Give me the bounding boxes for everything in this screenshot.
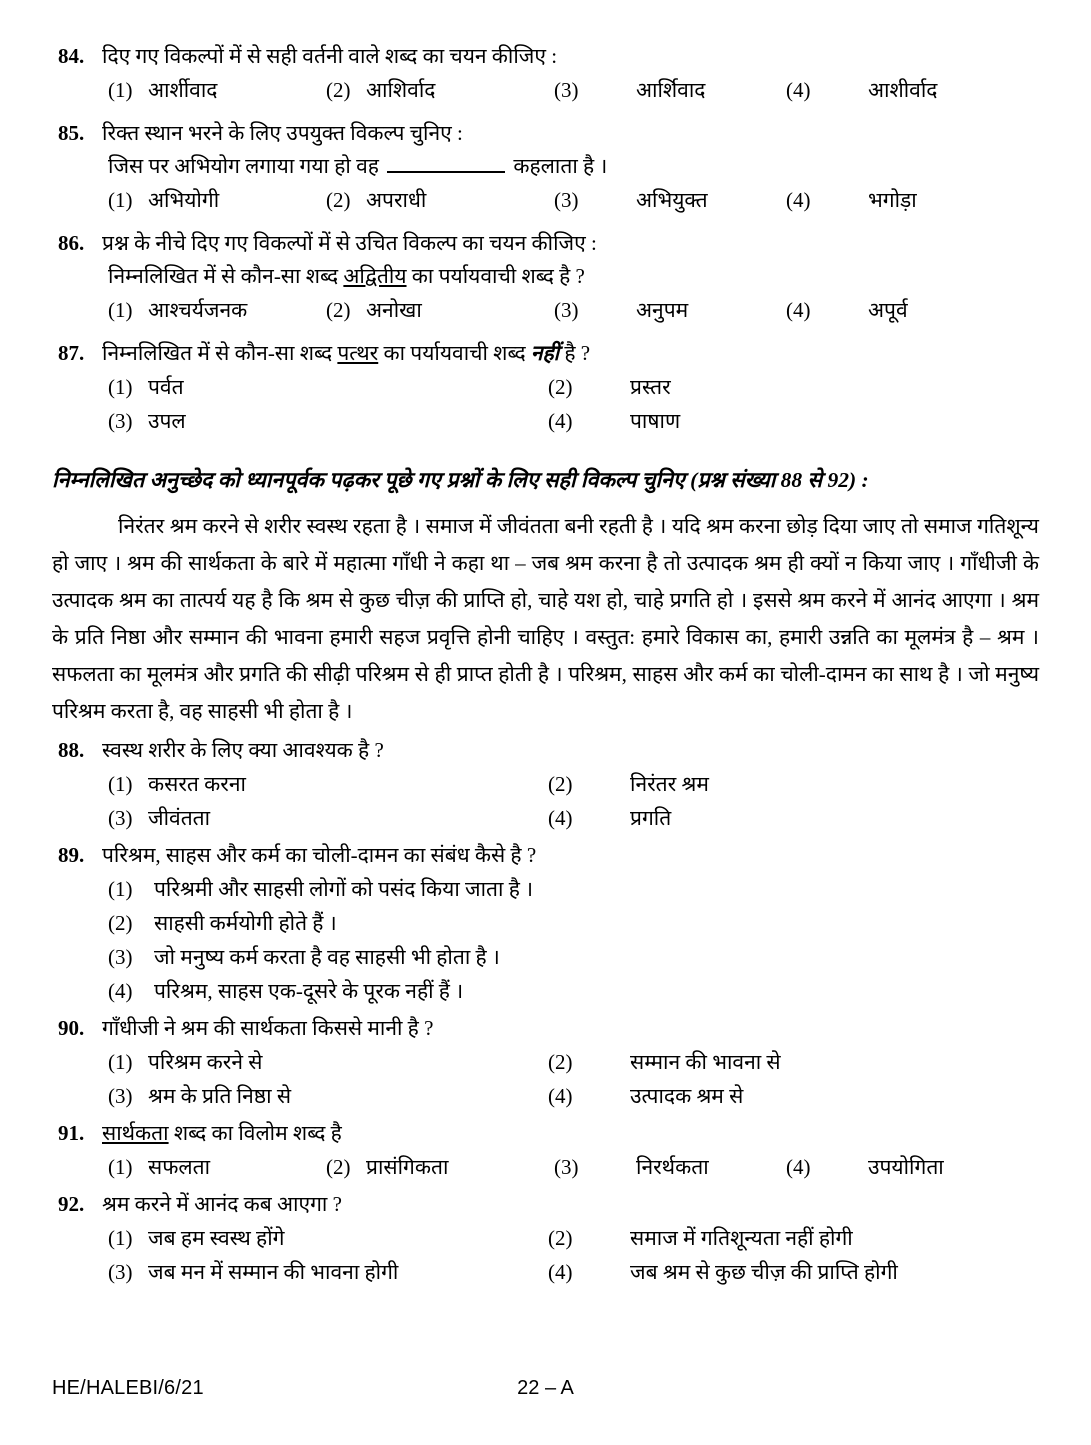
option-91-4[interactable] — [786, 1150, 1006, 1184]
question-90-stem-row — [52, 1012, 1039, 1045]
option-90-1[interactable] — [108, 1045, 548, 1079]
option-label: (3) — [108, 945, 133, 969]
option-text: अनुपम — [636, 298, 689, 322]
option-88-1[interactable] — [108, 767, 548, 801]
option-92-3[interactable] — [108, 1255, 548, 1289]
option-85-4[interactable] — [786, 183, 1006, 217]
question-85-fill-in-sentence — [108, 150, 1039, 183]
option-91-1[interactable] — [108, 1150, 326, 1184]
option-text: उपयोगिता — [868, 1155, 944, 1179]
question-89 — [52, 839, 1039, 1008]
question-89-options — [108, 872, 1039, 1008]
option-text: निरंतर श्रम — [630, 772, 709, 796]
question-86-sub-stem — [108, 260, 1039, 293]
option-text: जीवंतता — [148, 806, 211, 830]
question-86-stem: प्रश्न के नीचे दिए गए विकल्पों में से उचित विकल्प का चयन कीजिए : — [102, 231, 597, 255]
question-92-options — [108, 1221, 1039, 1289]
option-text: सफलता — [148, 1155, 211, 1179]
option-91-2[interactable] — [326, 1150, 554, 1184]
option-text: पर्वत — [148, 375, 184, 399]
option-label: (2) — [326, 1155, 351, 1179]
option-label: (2) — [548, 772, 573, 796]
option-label: (4) — [108, 979, 133, 1003]
option-label: (1) — [108, 1155, 133, 1179]
question-91 — [52, 1117, 1039, 1184]
question-86-number: 86. — [58, 231, 85, 255]
option-label: (2) — [548, 1226, 573, 1250]
option-text: सम्मान की भावना से — [630, 1050, 781, 1074]
option-row — [108, 404, 1039, 438]
option-88-4[interactable] — [548, 801, 988, 835]
option-text: अपराधी — [366, 188, 427, 212]
option-label: (1) — [108, 1226, 133, 1250]
option-text: परिश्रम, साहस एक-दूसरे के पूरक नहीं हैं । — [154, 979, 464, 1003]
passage-instruction: निम्नलिखित अनुच्छेद को ध्यानपूर्वक पढ़कर पूछे गए प्रश्नों के लिए सही विकल्प चुनिए (प्रश्न संख्या 88 से 92) : — [52, 468, 869, 492]
option-row — [108, 73, 1039, 107]
option-row — [108, 767, 1039, 801]
option-85-2[interactable] — [326, 183, 554, 217]
option-88-2[interactable] — [548, 767, 988, 801]
option-label: (1) — [108, 375, 133, 399]
option-88-3[interactable] — [108, 801, 548, 835]
option-text: अपूर्व — [868, 298, 908, 322]
sub-stem-part1: निम्नलिखित में से कौन-सा शब्द — [108, 264, 344, 288]
option-row — [108, 1150, 1039, 1184]
option-text: जब हम स्वस्थ होंगे — [148, 1226, 285, 1250]
option-label: (1) — [108, 877, 133, 901]
option-label: (4) — [548, 1260, 573, 1284]
option-label: (1) — [108, 78, 133, 102]
question-84-stem-row — [52, 40, 1039, 73]
option-text: प्रस्तर — [630, 375, 671, 399]
question-85-number: 85. — [58, 121, 85, 145]
option-text: अभियोगी — [148, 188, 220, 212]
option-label: (4) — [548, 806, 573, 830]
option-text: समाज में गतिशून्यता नहीं होगी — [630, 1226, 853, 1250]
option-90-3[interactable] — [108, 1079, 548, 1113]
question-90 — [52, 1012, 1039, 1113]
option-text: साहसी कर्मयोगी होते हैं । — [154, 911, 337, 935]
question-87-number: 87. — [58, 341, 85, 365]
option-85-1[interactable] — [108, 183, 326, 217]
option-label: (3) — [108, 409, 133, 433]
option-text: पाषाण — [630, 409, 681, 433]
option-label: (4) — [786, 1155, 811, 1179]
option-92-4[interactable] — [548, 1255, 988, 1289]
question-88-number: 88. — [58, 738, 85, 762]
question-84-number: 84. — [58, 44, 85, 68]
question-84-options — [108, 73, 1039, 107]
question-91-stem — [102, 1117, 1039, 1150]
option-label: (2) — [548, 375, 573, 399]
option-text: कसरत करना — [148, 772, 246, 796]
question-90-stem: गाँधीजी ने श्रम की सार्थकता किससे मानी है ? — [102, 1016, 434, 1040]
option-row — [108, 1079, 1039, 1113]
option-84-2[interactable] — [326, 73, 554, 107]
option-label: (3) — [554, 188, 579, 212]
question-85-stem-row — [52, 117, 1039, 150]
question-88 — [52, 734, 1039, 835]
page-footer — [0, 1377, 1091, 1407]
option-label: (4) — [548, 409, 573, 433]
question-92 — [52, 1188, 1039, 1289]
question-84-stem: दिए गए विकल्पों में से सही वर्तनी वाले शब्द का चयन कीजिए : — [102, 44, 558, 68]
question-86 — [52, 227, 1039, 327]
option-text: उत्पादक श्रम से — [630, 1084, 744, 1108]
option-92-2[interactable] — [548, 1221, 988, 1255]
option-85-3[interactable] — [554, 183, 786, 217]
sub-stem-part2: का पर्यायवाची शब्द है ? — [406, 264, 585, 288]
question-87-options — [108, 370, 1039, 438]
option-text: अभियुक्त — [636, 188, 708, 212]
option-label: (2) — [108, 911, 133, 935]
sub-stem-keyword: अद्वितीय — [343, 264, 407, 288]
option-row — [108, 974, 1039, 1008]
option-87-3[interactable] — [108, 404, 548, 438]
option-row — [108, 183, 1039, 217]
option-87-4[interactable] — [548, 404, 988, 438]
option-label: (3) — [108, 806, 133, 830]
option-84-1[interactable] — [108, 73, 326, 107]
option-84-3[interactable] — [554, 73, 786, 107]
option-89-1[interactable] — [108, 872, 1039, 906]
answer-blank[interactable] — [387, 156, 505, 173]
option-label: (1) — [108, 1050, 133, 1074]
question-91-number: 91. — [58, 1121, 85, 1145]
option-text: आशीर्वाद — [868, 78, 938, 102]
question-86-options — [108, 293, 1039, 327]
question-86-stem-row — [52, 227, 1039, 260]
option-row — [108, 906, 1039, 940]
option-86-4[interactable] — [786, 293, 1006, 327]
question-89-number: 89. — [58, 843, 85, 867]
option-row — [108, 801, 1039, 835]
option-text: उपल — [148, 409, 186, 433]
footer-page-number: 22 – A — [517, 1377, 574, 1399]
option-text: जब श्रम से कुछ चीज़ की प्राप्ति होगी — [630, 1260, 898, 1284]
option-text: आशिर्वाद — [366, 78, 436, 102]
option-label: (3) — [554, 1155, 579, 1179]
fill-in-before-blank: जिस पर अभियोग लगाया गया हो वह — [108, 154, 379, 178]
option-87-2[interactable] — [548, 370, 988, 404]
option-text: प्रगति — [630, 806, 672, 830]
question-91-options — [108, 1150, 1039, 1184]
question-84 — [52, 40, 1039, 107]
option-label: (1) — [108, 772, 133, 796]
question-92-stem: श्रम करने में आनंद कब आएगा ? — [102, 1192, 342, 1216]
option-label: (2) — [326, 188, 351, 212]
option-text: अनोखा — [366, 298, 422, 322]
question-90-options — [108, 1045, 1039, 1113]
stem-part1: निम्नलिखित में से कौन-सा शब्द — [102, 341, 338, 365]
option-row — [108, 370, 1039, 404]
question-90-number: 90. — [58, 1016, 85, 1040]
question-85-options — [108, 183, 1039, 217]
question-88-stem: स्वस्थ शरीर के लिए क्या आवश्यक है ? — [102, 738, 384, 762]
option-label: (2) — [326, 298, 351, 322]
option-84-4[interactable] — [786, 73, 1006, 107]
stem-keyword: सार्थकता — [102, 1121, 169, 1145]
option-label: (2) — [548, 1050, 573, 1074]
footer-paper-code: HE/HALEBI/6/21 — [52, 1377, 204, 1399]
option-row — [108, 1221, 1039, 1255]
option-label: (1) — [108, 188, 133, 212]
option-label: (2) — [326, 78, 351, 102]
option-label: (3) — [554, 298, 579, 322]
option-87-1[interactable] — [108, 370, 548, 404]
option-89-4[interactable] — [108, 974, 1039, 1008]
question-87-stem — [102, 337, 1039, 370]
question-91-stem-row — [52, 1117, 1039, 1150]
question-85 — [52, 117, 1039, 217]
option-label: (4) — [786, 298, 811, 322]
option-label: (4) — [548, 1084, 573, 1108]
fill-in-after-blank: कहलाता है । — [513, 154, 608, 178]
option-label: (3) — [108, 1084, 133, 1108]
stem-part3: है ? — [559, 341, 591, 365]
option-text: श्रम के प्रति निष्ठा से — [148, 1084, 292, 1108]
option-text: निरर्थकता — [636, 1155, 709, 1179]
option-text: प्रासंगिकता — [366, 1155, 449, 1179]
option-text: परिश्रमी और साहसी लोगों को पसंद किया जाता है । — [154, 877, 534, 901]
option-label: (3) — [108, 1260, 133, 1284]
question-88-options — [108, 767, 1039, 835]
question-88-stem-row — [52, 734, 1039, 767]
option-text: आर्शिवाद — [636, 78, 706, 102]
stem-rest: शब्द का विलोम शब्द है — [168, 1121, 342, 1145]
option-89-2[interactable] — [108, 906, 1039, 940]
stem-keyword: पत्थर — [337, 341, 379, 365]
option-text: परिश्रम करने से — [148, 1050, 263, 1074]
option-row — [108, 940, 1039, 974]
question-87-stem-row — [52, 337, 1039, 370]
question-87 — [52, 337, 1039, 438]
question-89-stem-row — [52, 839, 1039, 872]
reading-passage: निरंतर श्रम करने से शरीर स्वस्थ रहता है । समाज में जीवंतता बनी रहती है । यदि श्रम करना छोड़ दिया जाए तो समाज गतिशून्य हो जाए । श्रम की सार्थकता के बारे में महात्मा गाँधी ने कहा था – जब श्रम करना है तो उत्पादक श्रम ही क्यों न किया जाए । गाँधीजी के उत्पादक श्रम का तात्पर्य यह है कि श्रम से कुछ चीज़ की प्राप्ति हो, चाहे यश हो, चाहे प्रगति हो । इससे श्रम करने में आनंद आएगा । श्रम के प्रति निष्ठा और सम्मान की भावना हमारी सहज प्रवृत्ति होनी चाहिए । वस्तुत: हमारे विकास का, हमारी उन्नति का मूलमंत्र है – श्रम । सफलता का मूलमंत्र और प्रगति की सीढ़ी परिश्रम से ही प्राप्त होती है । परिश्रम, साहस और कर्म का चोली-दामन का साथ है । जो मनुष्य परिश्रम करता है, वह साहसी भी होता है । — [52, 514, 1039, 723]
stem-part2: का पर्यायवाची शब्द — [378, 341, 531, 365]
option-text: आश्चर्यजनक — [148, 298, 248, 322]
option-text: भगोड़ा — [868, 188, 917, 212]
option-86-3[interactable] — [554, 293, 786, 327]
option-label: (4) — [786, 188, 811, 212]
option-text: जो मनुष्य कर्म करता है वह साहसी भी होता है । — [154, 945, 500, 969]
option-row — [108, 1255, 1039, 1289]
option-text: आर्शीवाद — [148, 78, 218, 102]
option-86-2[interactable] — [326, 293, 554, 327]
option-91-3[interactable] — [554, 1150, 786, 1184]
option-row — [108, 1045, 1039, 1079]
option-label: (1) — [108, 298, 133, 322]
option-label: (4) — [786, 78, 811, 102]
option-86-1[interactable] — [108, 293, 326, 327]
option-89-3[interactable] — [108, 940, 1039, 974]
option-text: जब मन में सम्मान की भावना होगी — [148, 1260, 399, 1284]
question-92-stem-row — [52, 1188, 1039, 1221]
question-92-number: 92. — [58, 1192, 85, 1216]
option-92-1[interactable] — [108, 1221, 548, 1255]
option-row — [108, 872, 1039, 906]
option-label: (3) — [554, 78, 579, 102]
question-85-stem: रिक्त स्थान भरने के लिए उपयुक्त विकल्प चुनिए : — [102, 121, 463, 145]
option-90-2[interactable] — [548, 1045, 988, 1079]
question-89-stem: परिश्रम, साहस और कर्म का चोली-दामन का संबंध कैसे है ? — [102, 843, 537, 867]
option-row — [108, 293, 1039, 327]
stem-emphasis-not: नहीं — [530, 341, 560, 365]
option-90-4[interactable] — [548, 1079, 988, 1113]
